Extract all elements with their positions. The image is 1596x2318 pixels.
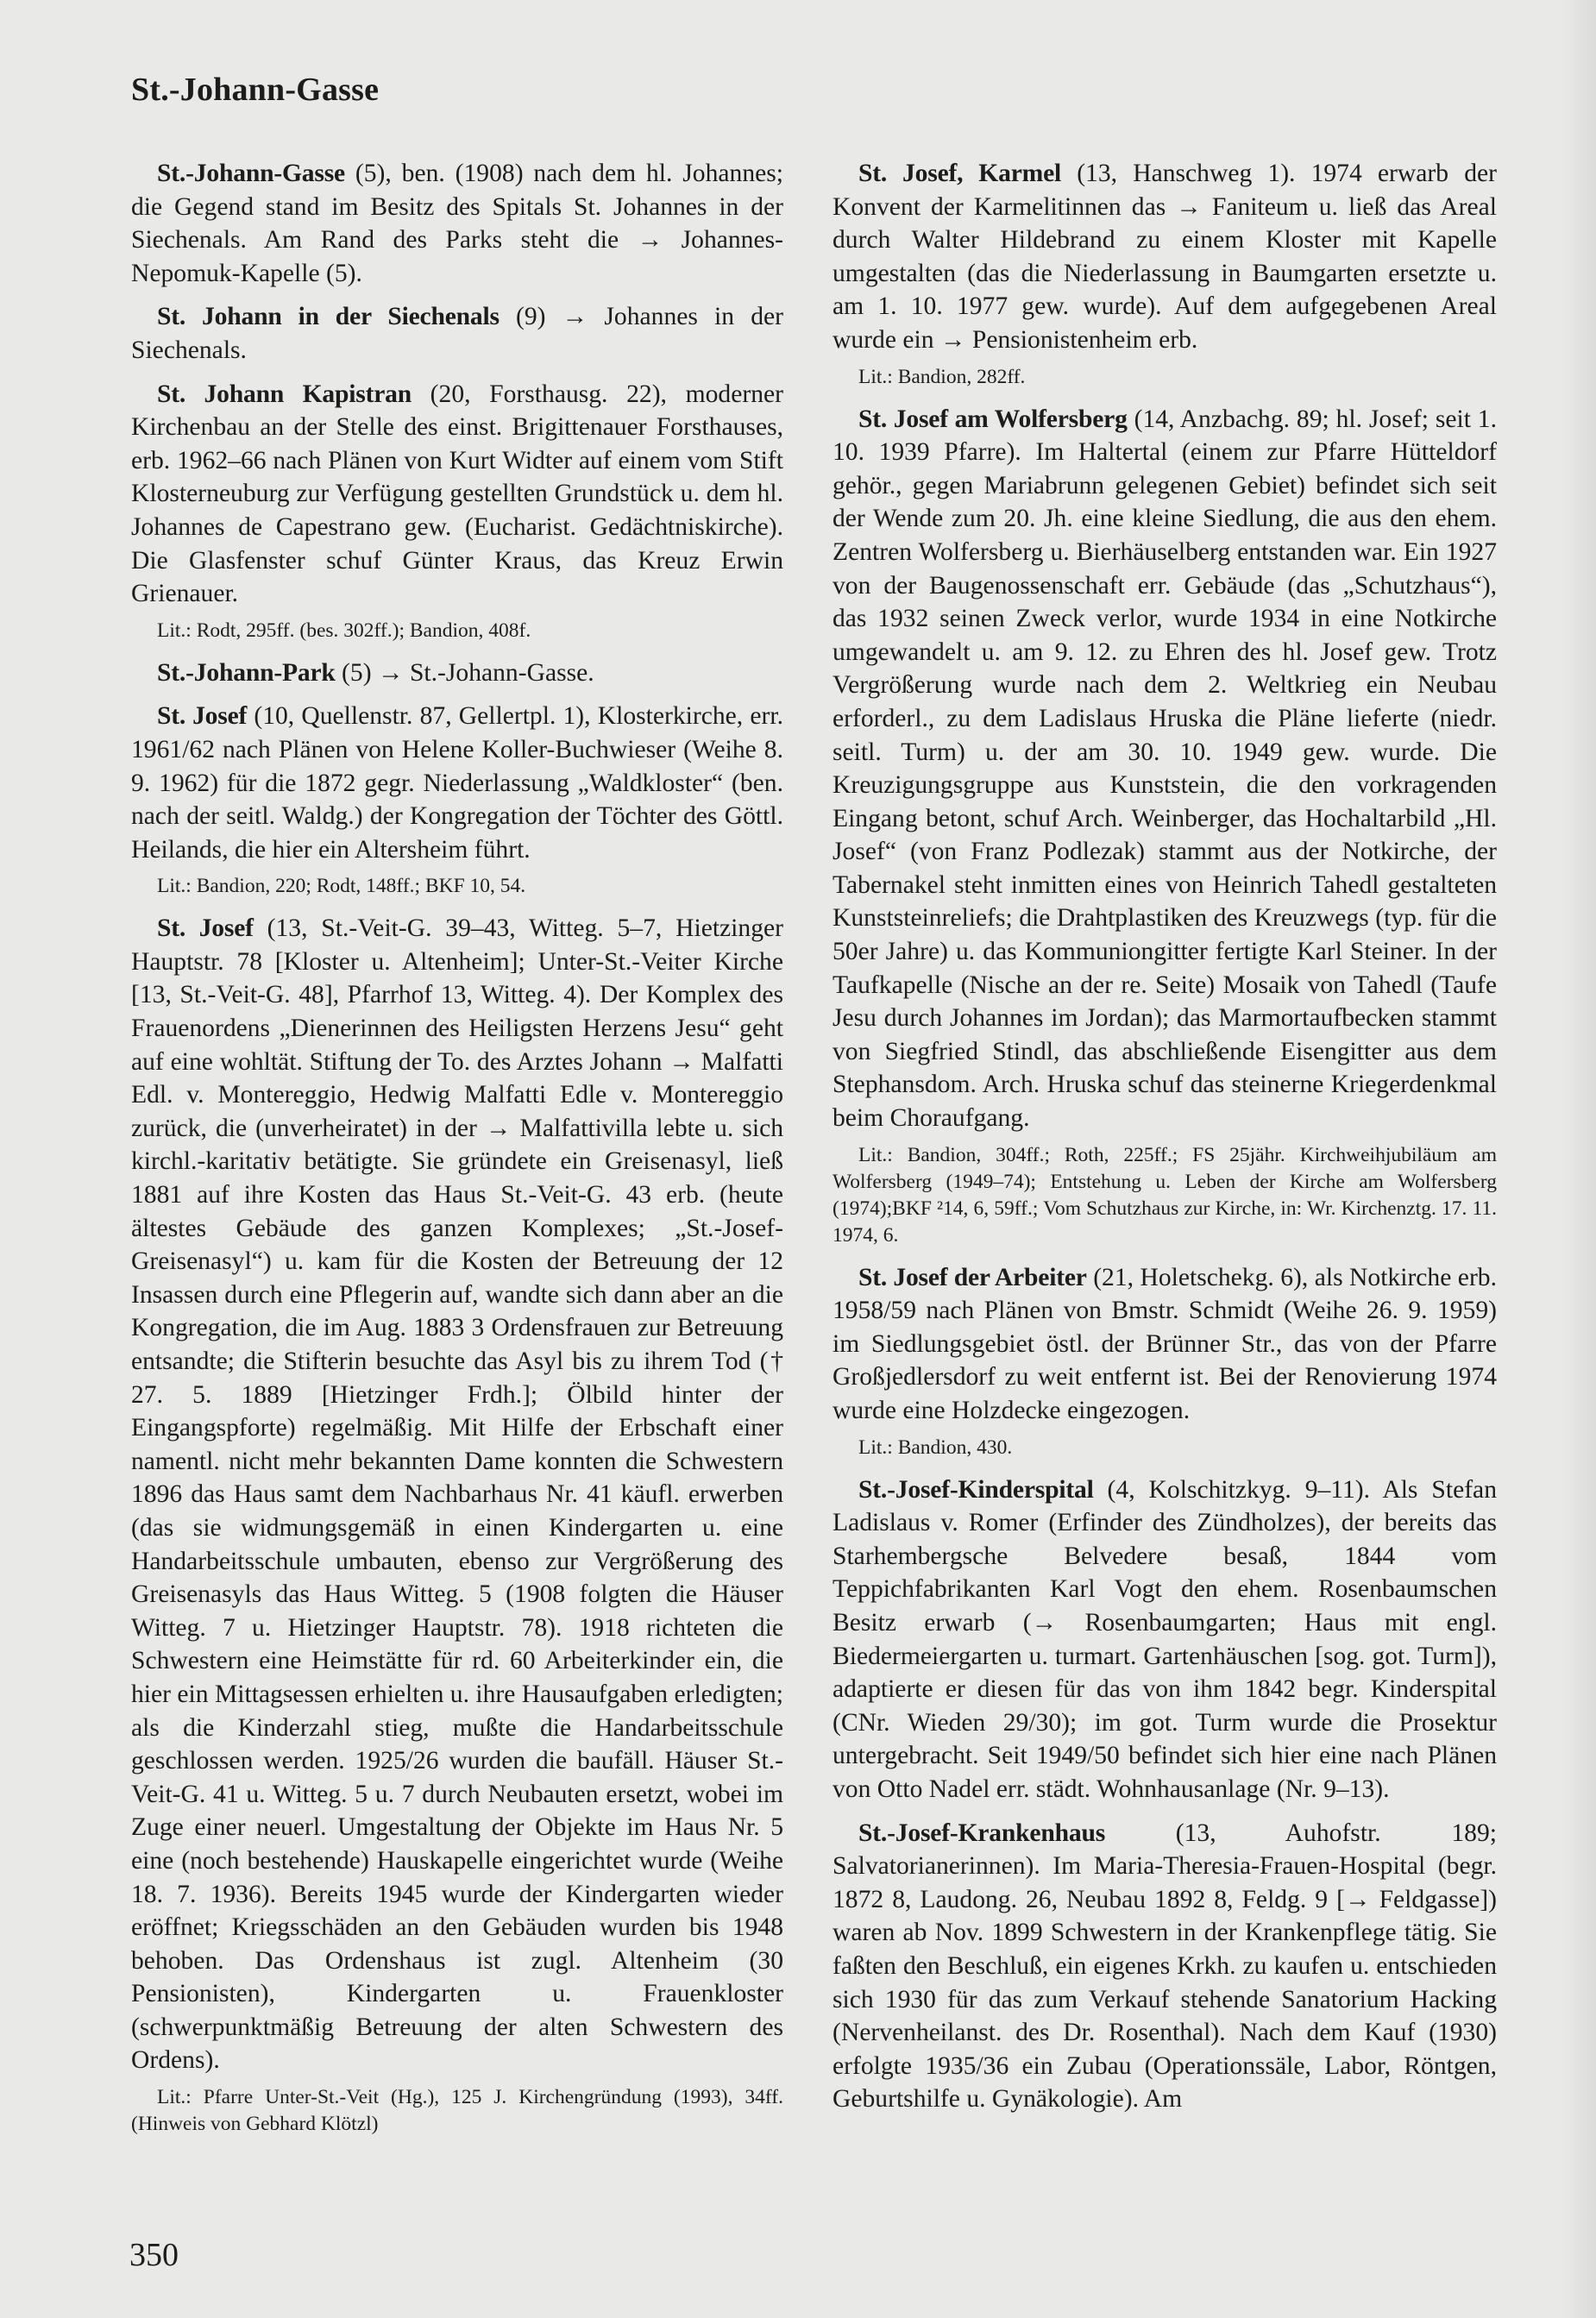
headword: St. Josef am Wolfersberg xyxy=(858,405,1128,433)
page-edge-shadow xyxy=(1561,0,1596,2318)
entry-st-josef-karmel xyxy=(833,157,1497,357)
running-head: St.-Johann-Gasse xyxy=(131,72,380,108)
entry-text: (5) → St.-Johann-Gasse. xyxy=(335,658,594,687)
page-number: 350 xyxy=(129,2237,179,2273)
literature-note: Lit.: Bandion, 220; Rodt, 148ff.; BKF 10, 54. xyxy=(157,875,526,898)
entry-text: (9) → Johannes in der Siechenals. xyxy=(131,303,783,364)
headword: St. Johann Kapistran xyxy=(157,380,412,408)
entry-st-josef-10 xyxy=(131,700,783,866)
literature-note: Lit.: Pfarre Unter-St.-Veit (Hg.), 125 J. Kirchengründung (1993), 34ff. (Hinweis von Gebhard Klötzl) xyxy=(131,2086,783,2136)
headword: St. Josef der Arbeiter xyxy=(858,1263,1087,1291)
headword: St.-Johann-Gasse xyxy=(157,160,345,187)
entry-text: (14, Anzbachg. 89; hl. Josef; seit 1. 10. 1939 Pfarre). Im Haltertal (einem zur Pfarre Hütteldorf gehör., gegen Mariabrunn gelegenen Gebiet) befindet sich seit der Wende zum 20. Jh. eine kleine Siedlung, die aus den ehem. Zentren Wolfersberg u. Bierhäuselberg entstanden war. Ein 1927 von der Baugenossenschaft err. Gebäude (das „Schutzhaus“), das 1932 seinen Zweck verlor, wurde 1934 in eine Notkirche umgewandelt u. am 9. 12. zu Ehren des hl. Josef gew. Trotz Vergrößerung wurde nach dem 2. Weltkrieg ein Neubau erforderl., zu dem Ladislaus Hruska die Pläne lieferte (niedr. seitl. Turm) u. der am 30. 10. 1949 gew. wurde. Die Kreuzigungsgruppe aus Kunststein, die den vorkragenden Eingang betont, schuf Arch. Weinberger, das Hochaltarbild „Hl. Josef“ (von Franz Podlezak) stammt aus der Notkirche, der Tabernakel steht inmitten eines von Heinrich Tahedl gestalteten Kunststeinreliefs; die Drahtplastiken des Kreuzwegs (typ. für die 50er Jahre) u. das Kommuniongitter fertigte Karl Steiner. In der Taufkapelle (Nische an der re. Seite) Mosaik von Tahedl (Taufe Jesu durch Johannes im Jordan); das Marmortaufbecken stammt von Siegfried Stindl, das abschließende Eisengitter aus dem Stephansdom. Arch. Hruska schuf das steinerne Kriegerdenkmal beim Choraufgang. xyxy=(833,405,1497,1133)
literature-note: Lit.: Rodt, 295ff. (bes. 302ff.); Bandion, 408f. xyxy=(157,619,531,642)
entry-text: (10, Quellenstr. 87, Gellertpl. 1), Klosterkirche, err. 1961/62 nach Plänen von Helene Koller-Buchwieser (Weihe 8. 9. 1962) für die 1872 gegr. Niederlassung „Waldkloster“ (ben. nach der seitl. Waldg.) der Kongregation der Töchter des Göttl. Heilands, die hier ein Altersheim führt. xyxy=(131,702,783,864)
entry-st-josef-13 xyxy=(131,912,783,2077)
headword: St. Josef, Karmel xyxy=(858,160,1062,187)
left-column xyxy=(131,157,783,2150)
literature-note: Lit.: Bandion, 304ff.; Roth, 225ff.; FS 25jähr. Kirchweihjubiläum am Wolfersberg (1949–74); Entstehung u. Leben der Kirche am Wolfersberg (1974);BKF ²14, 6, 59ff.; Vom Schutzhaus zur Kirche, in: Wr. Kirchenztg. 17. 11. 1974, 6. xyxy=(833,1143,1497,1247)
entry-text: (13, St.-Veit-G. 39–43, Witteg. 5–7, Hietzinger Hauptstr. 78 [Kloster u. Altenheim]; Unter-St.-Veiter Kirche [13, St.-Veit-G. 48], Pfarrhof 13, Witteg. 4). Der Komplex des Frauenordens „Dienerinnen des Heiligsten Herzens Jesu“ geht auf eine wohltät. Stiftung der To. des Arztes Johann → Malfatti Edl. v. Montereggio, Hedwig Malfatti Edle v. Montereggio zurück, die (unverheiratet) in der → Malfattivilla lebte u. sich kirchl.-karitativ betätigte. Sie gründete ein Greisenasyl, ließ 1881 auf ihre Kosten das Haus St.-Veit-G. 43 erb. (heute ältestes Gebäude des ganzen Komplexes; „St.-Josef-Greisenasyl“) u. kam für die Kosten der Betreuung der 12 Insassen durch eine Pflegerin auf, wandte sich dann aber an die Kongregation, die im Aug. 1883 3 Ordensfrauen zur Betreuung entsandte; die Stifterin besuchte das Asyl bis zu ihrem Tod († 27. 5. 1889 [Hietzinger Frdh.]; Ölbild hinter der Eingangspforte) regelmäßig. Mit Hilfe der Erbschaft einer namentl. nicht mehr bekannten Dame konnten die Schwestern 1896 das Haus samt dem Nachbarhaus Nr. 41 käufl. erwerben (das sie widmungsgemäß in einen Kindergarten u. eine Handarbeitsschule umbauten, ebenso zur Vergrößerung des Greisenasyls das Haus Witteg. 5 (1908 folgten die Häuser Witteg. 7 u. Hietzinger Hauptstr. 78). 1918 richteten die Schwestern eine Heimstätte für rd. 60 Arbeiterkinder ein, die hier ein Mittagsessen erhielten u. ihre Hausaufgaben erledigten; als die Kinderzahl stieg, mußte die Handarbeitsschule geschlossen werden. 1925/26 wurden die baufäll. Häuser St.-Veit-G. 41 u. Witteg. 5 u. 7 durch Neubauten ersetzt, wobei im Zuge einer neuerl. Umgestaltung der Objekte im Haus Nr. 5 eine (noch bestehende) Hauskapelle eingerichtet wurde (Weihe 18. 7. 1936). Bereits 1945 wurde der Kindergarten wieder eröffnet; Kriegsschäden an den Gebäuden wurden bis 1948 behoben. Das Ordenshaus ist zugl. Altenheim (30 Pensionisten), Kindergarten u. Frauenkloster (schwerpunktmäßig Betreuung der alten Schwestern des Ordens). xyxy=(131,914,784,2075)
entry-st-josef-arbeiter xyxy=(833,1261,1497,1428)
right-column xyxy=(833,157,1497,2126)
entry-text: (13, Hanschweg 1). 1974 erwarb der Konvent der Karmelitinnen das → Faniteum u. ließ das Areal durch Walter Hildebrand zu einem Kloster mit Kapelle umgestalten (das die Niederlassung in Baumgarten ersetzte u. am 1. 10. 1977 gew. wurde). Auf dem aufgegebenen Areal wurde ein → Pensionistenheim erb. xyxy=(833,160,1497,354)
entry-st-josef-krankenhaus xyxy=(833,1817,1497,2116)
headword: St. Josef xyxy=(157,914,254,943)
entry-text: (20, Forsthausg. 22), moderner Kirchenbau an der Stelle des einst. Brigittenauer Forsthauses, erb. 1962–66 nach Plänen von Kurt Widter auf einem vom Stift Klosterneuburg zur Verfügung gestellten Grundstück u. dem hl. Johannes de Capestrano gew. (Eucharist. Gedächtniskirche). Die Glasfenster schuf Günter Kraus, das Kreuz Erwin Grienauer. xyxy=(131,380,783,608)
headword: St.-Johann-Park xyxy=(157,658,336,687)
entry-st-johann-siechenals xyxy=(131,300,783,367)
literature-note: Lit.: Bandion, 430. xyxy=(858,1435,1013,1459)
entry-text: (5), ben. (1908) nach dem hl. Johannes; die Gegend stand im Besitz des Spitals St. Johannes in der Siechenals. Am Rand des Parks steht die → Johannes-Nepomuk-Kapelle (5). xyxy=(131,160,783,287)
literature-note: Lit.: Bandion, 282ff. xyxy=(858,365,1026,388)
entry-text: (4, Kolschitzkyg. 9–11). Als Stefan Ladislaus v. Romer (Erfinder des Zündholzes), der bereits das Starhembergsche Belvedere besaß, 1844 vom Teppichfabrikanten Karl Vogt den ehem. Rosenbaumschen Besitz erwarb (→ Rosenbaumgarten; Haus mit engl. Biedermeiergarten u. turmart. Gartenhäuschen [sog. got. Turm]), adaptierte er diesen für das von ihm 1842 begr. Kinderspital (CNr. Wieden 29/30); im got. Turm wurde die Prosektur untergebracht. Seit 1949/50 befindet sich hier eine nach Plänen von Otto Nadel err. städt. Wohnhausanlage (Nr. 9–13). xyxy=(833,1475,1497,1803)
headword: St.-Josef-Krankenhaus xyxy=(858,1819,1106,1847)
headword: St. Josef xyxy=(157,702,248,731)
entry-st-josef-kinderspital xyxy=(833,1473,1497,1806)
entry-st-johann-kapistran xyxy=(131,378,783,611)
headword: St.-Josef-Kinderspital xyxy=(858,1475,1094,1504)
entry-text: (21, Holetschekg. 6), als Notkirche erb. 1958/59 nach Plänen von Bmstr. Schmidt (Weihe 26. 9. 1959) im Siedlungsgebiet östl. der Brünner Str., das von der Pfarre Großjedlersdorf zu weit entfernt ist. Bei der Renovierung 1974 wurde eine Holzdecke eingezogen. xyxy=(833,1263,1497,1424)
entry-st-johann-gasse xyxy=(131,157,783,290)
headword: St. Johann in der Siechenals xyxy=(157,303,500,331)
entry-st-josef-wolfersberg xyxy=(833,403,1497,1135)
entry-st-johann-park xyxy=(131,656,783,690)
entry-text: (13, Auhofstr. 189; Salvatorianerinnen). Im Maria-Theresia-Frauen-Hospital (begr. 1872 8, Laudong. 26, Neubau 1892 8, Feldg. 9 [→ Feldgasse]) waren ab Nov. 1899 Schwestern in der Krankenpflege tätig. Sie faßten den Beschluß, ein eigenes Krkh. zu kaufen u. entschieden sich 1930 für das zum Verkauf stehende Sanatorium Hacking (Nervenheilanst. des Dr. Rosenthal). Nach dem Kauf (1930) erfolgte 1935/36 ein Zubau (Operationssäle, Labor, Röntgen, Geburtshilfe u. Gynäkologie). Am xyxy=(833,1819,1497,2114)
